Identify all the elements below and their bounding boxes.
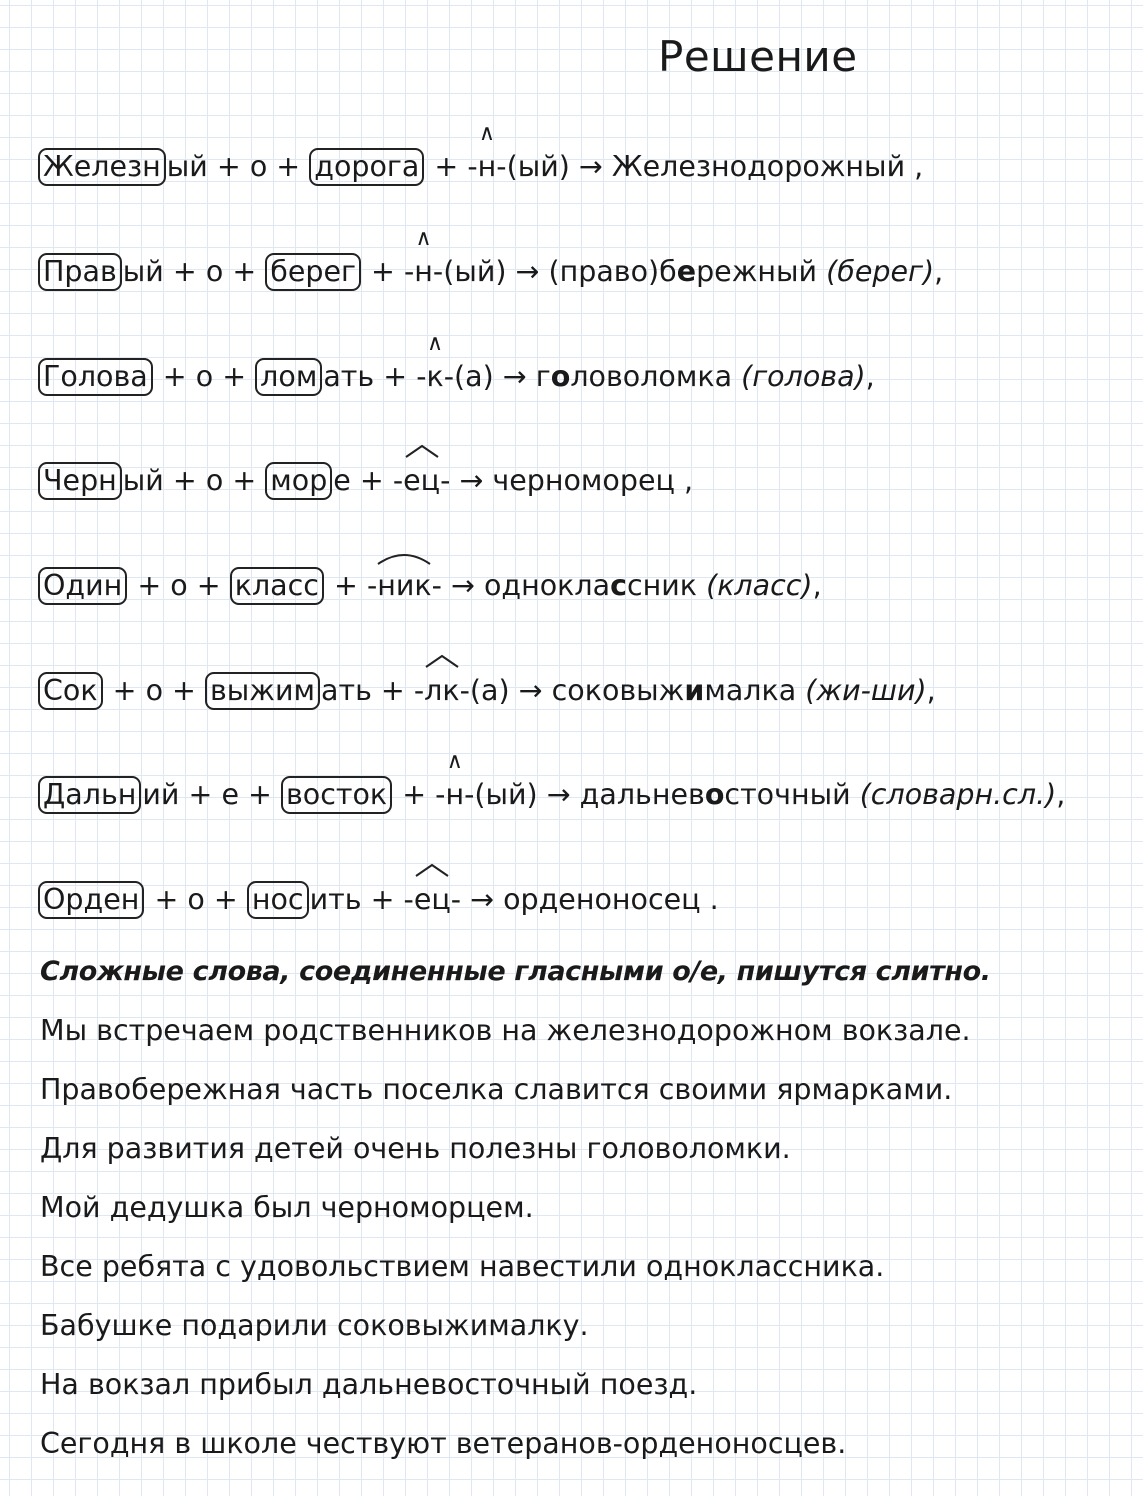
root-box: дорога	[309, 148, 424, 186]
word-analysis-row: Сок + о + выжим ать + - лк-(а) → соковыжималка (жи-ши),	[38, 671, 936, 711]
suffix: ник	[377, 566, 431, 606]
suffix-arc-icon	[405, 444, 439, 458]
result-word: головоломка	[535, 360, 733, 393]
suffix: ∧ н	[445, 749, 465, 811]
root-box: берег	[265, 253, 361, 291]
spelling-note: (голова)	[741, 360, 866, 393]
root-box: Прав	[38, 253, 122, 291]
suffix: ∧ к	[426, 331, 444, 393]
root-box: Дальн	[38, 776, 141, 814]
example-sentence: Мой дедушка был черноморцем.	[40, 1191, 534, 1224]
suffix: ец	[414, 880, 451, 920]
example-sentence: Для развития детей очень полезны головоломки.	[40, 1132, 791, 1165]
word-analysis-row: Орден + о + нос ить + - ец- → орденоносец .	[38, 880, 719, 920]
suffix-arc-icon	[425, 654, 459, 668]
spelling-note: (словарн.сл.)	[859, 778, 1057, 811]
example-sentence: Все ребята с удовольствием навестили одноклассника.	[40, 1250, 885, 1283]
suffix: лк	[424, 671, 459, 711]
root-box: выжим	[205, 672, 320, 710]
result-word: (право)бережный	[548, 255, 818, 288]
spelling-note: (берег)	[826, 255, 935, 288]
root-box: Черн	[38, 462, 122, 500]
suffix: ∧ н	[477, 121, 497, 183]
result-word: черноморец	[492, 464, 675, 497]
example-sentence: Правобережная часть поселка славится своими ярмарками.	[40, 1073, 953, 1106]
example-sentence: Мы встречаем родственников на железнодорожном вокзале.	[40, 1014, 971, 1047]
suffix-mark-icon: ∧	[478, 121, 496, 146]
root-box: Орден	[38, 881, 144, 919]
root-box: нос	[247, 881, 309, 919]
result-word: соковыжималка	[551, 674, 797, 707]
spelling-note: (жи-ши)	[805, 674, 927, 707]
spelling-rule: Сложные слова, соединенные гласными о/е, пишутся слитно.	[40, 956, 991, 987]
root-box: Голова	[38, 358, 153, 396]
suffix: ец	[403, 461, 440, 501]
suffix-arc-icon	[415, 863, 449, 877]
result-word: Железнодорожный	[611, 150, 906, 183]
word-analysis-row: Дальн ий + е + восток + - ∧ н-(ый) → дальневосточный (словарн.сл.),	[38, 775, 1065, 815]
page-title: Решение	[658, 32, 858, 81]
spelling-note: (класс)	[706, 569, 813, 602]
word-analysis-row: Один + о + класс + - ник- → одноклассник (класс),	[38, 566, 822, 606]
result-word: орденоносец	[503, 883, 701, 916]
word-analysis-row: Железн ый + о + дорога + - ∧ н-(ый) → Железнодорожный ,	[38, 147, 923, 187]
word-analysis-row: Голова + о + лом ать + - ∧ к-(а) → головоломка (голова),	[38, 357, 875, 397]
root-box: Сок	[38, 672, 103, 710]
root-box: Один	[38, 567, 127, 605]
result-word: дальневосточный	[579, 778, 851, 811]
root-box: Железн	[38, 148, 166, 186]
root-box: восток	[281, 776, 392, 814]
suffix-mark-icon: ∧	[427, 331, 444, 356]
example-sentence: На вокзал прибыл дальневосточный поезд.	[40, 1368, 698, 1401]
root-box: лом	[255, 358, 322, 396]
example-sentence: Бабушке подарили соковыжималку.	[40, 1309, 589, 1342]
result-word: одноклассник	[483, 569, 698, 602]
suffix-arc-icon	[377, 549, 431, 565]
word-analysis-row: Прав ый + о + берег + - ∧ н-(ый) → (право)бережный (берег),	[38, 252, 943, 292]
root-box: мор	[265, 462, 332, 500]
word-analysis-row: Черн ый + о + мор е + - ец- → черноморец ,	[38, 461, 693, 501]
example-sentence: Сегодня в школе чествуют ветеранов-орденоносцев.	[40, 1427, 847, 1460]
suffix-mark-icon: ∧	[415, 226, 432, 251]
suffix: ∧ н	[414, 226, 433, 288]
suffix-mark-icon: ∧	[446, 749, 463, 774]
root-box: класс	[230, 567, 324, 605]
